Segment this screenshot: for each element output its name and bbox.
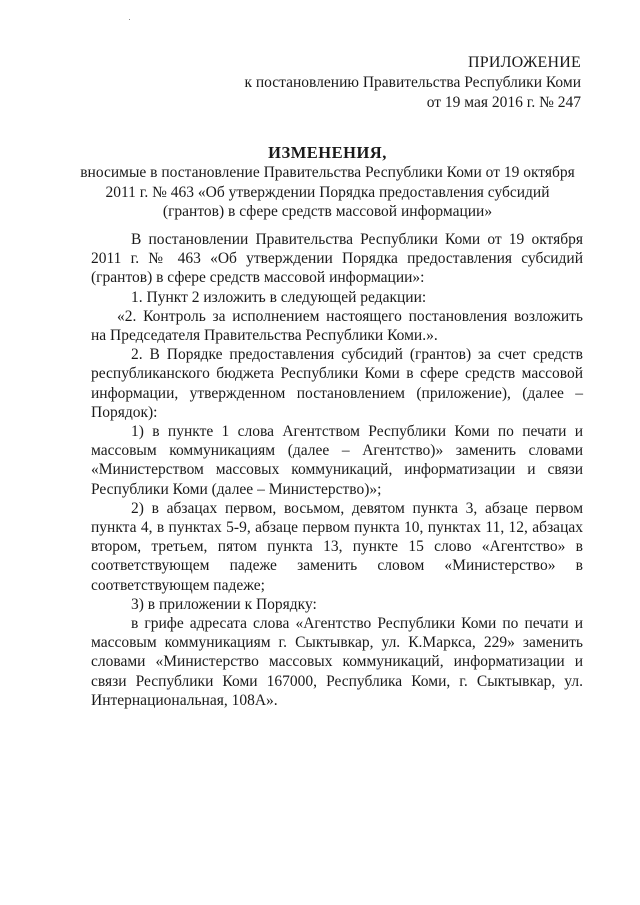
document-body [91,230,583,710]
document-title [80,143,575,222]
paragraph-quote: «2. Контроль за исполнением настоящего постановления возложить на Председателя Правительства Республики Коми.». [91,307,583,345]
paragraph-subitem-2: 2) в абзацах первом, восьмом, девятом пункта 3, абзаце первом пункта 4, в пунктах 5-9, абзаце первом пункта 10, пунктах 11, 12, абзацах втором, третьем, пятом пункта 13, пункте 15 слово «Агентство» в соответствующем падеже заменить словом «Министерство» в соответствующем падеже; [91,499,583,594]
paragraph-intro: В постановлении Правительства Республики Коми от 19 октября 2011 г. № 463 «Об утверждении Порядка предоставления субсидий (грантов) в сфере средств массовой информации»: [91,231,583,287]
paragraph-subitem-1: 1) в пункте 1 слова Агентством Республики Коми по печати и массовым коммуникациям (далее – Агентство)» заменить словами «Министерством массовых коммуникаций, информатизации и связи Республики Коми (далее – Министерство)»; [91,423,583,498]
appendix-header [244,53,581,113]
paragraph-item-1: 1. Пункт 2 изложить в следующей редакции: [131,288,427,306]
paragraph-subitem-3: 3) в приложении к Порядку: [131,595,317,613]
scan-speck [129,19,130,20]
title-subtitle: вносимые в постановление Правительства Республики Коми от 19 октября 2011 г. № 463 «Об утверждении Порядка предоставления субсидий (грантов) в сфере средств массовой информации» [80,164,575,220]
appendix-label: ПРИЛОЖЕНИЕ [467,54,581,71]
title-heading: ИЗМЕНЕНИЯ, [268,143,387,162]
paragraph-addressee: в грифе адресата слова «Агентство Республики Коми по печати и массовым коммуникациям г. Сыктывкар, ул. К.Маркса, 229» заменить словами «Министерство массовых коммуникаций, информатизации и связи Республики Коми 167000, Республика Коми, г. Сыктывкар, ул. Интернациональная, 108А». [91,615,583,709]
appendix-date: от 19 мая 2016 г. № 247 [426,94,581,111]
paragraph-item-2: 2. В Порядке предоставления субсидий (грантов) за счет средств республиканского бюджета Республики Коми в сфере средств массовой информации, утвержденном постановлением (приложение), (далее – Порядок): [91,346,583,421]
appendix-reference: к постановлению Правительства Республики Коми [244,74,581,91]
